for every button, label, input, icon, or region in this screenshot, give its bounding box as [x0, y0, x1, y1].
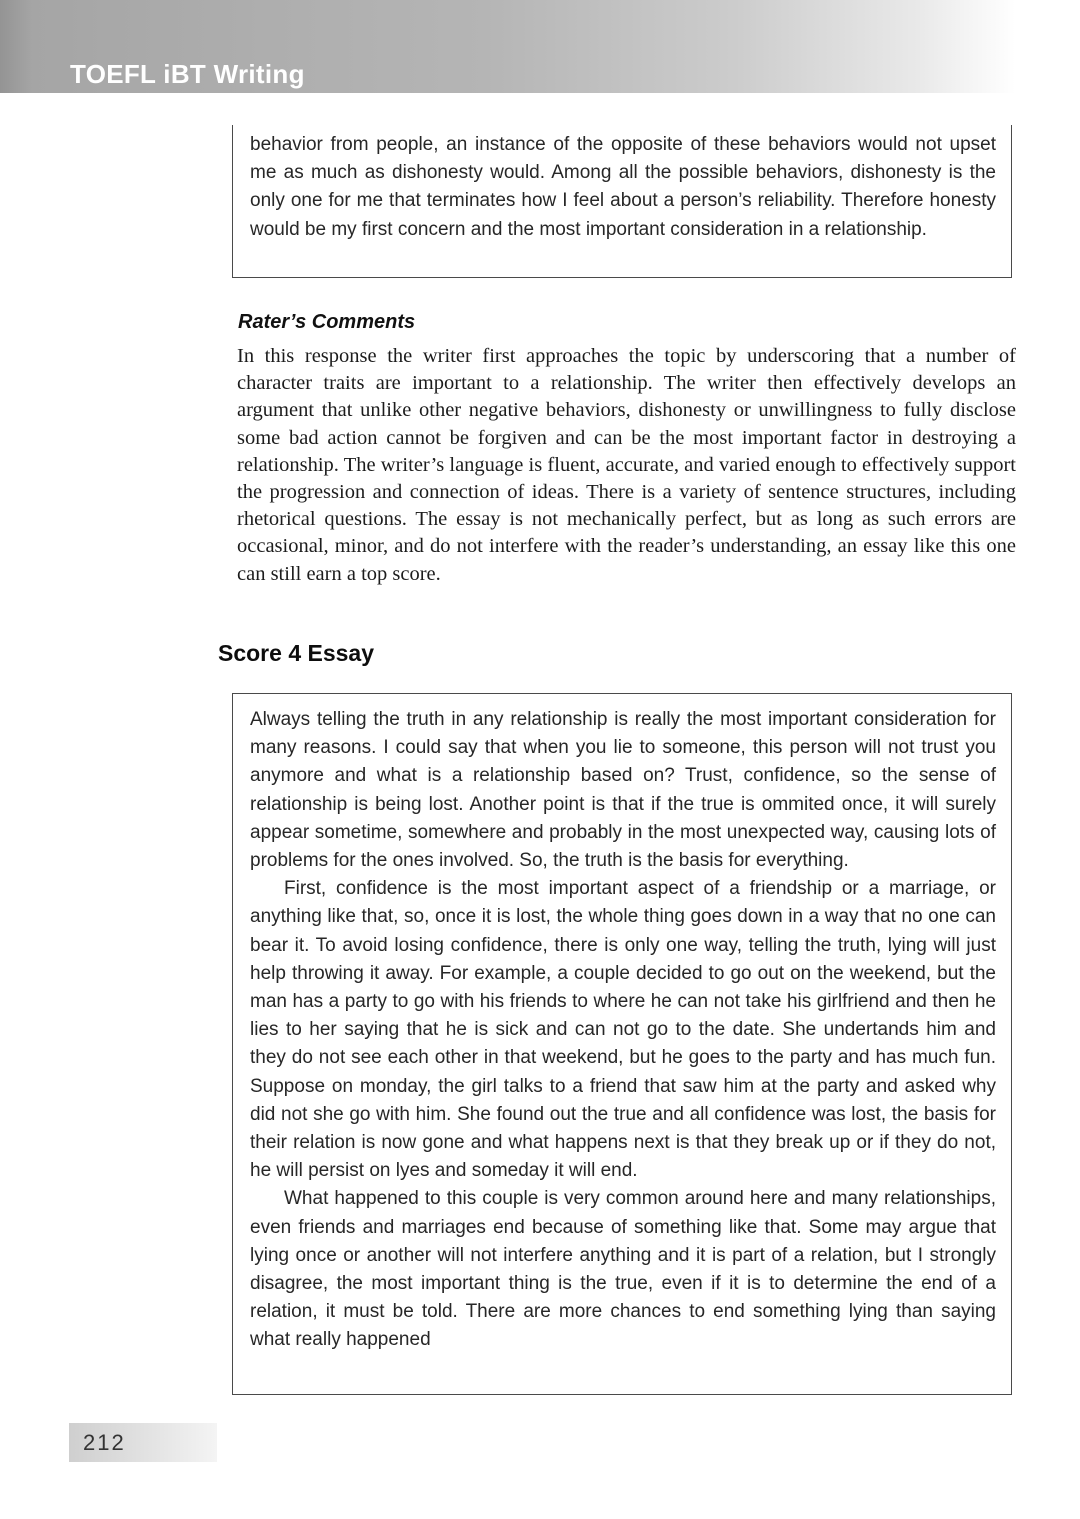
- score4-essay-heading: Score 4 Essay: [218, 640, 375, 666]
- raters-comments-heading: Rater’s Comments: [238, 311, 416, 333]
- score4-essay-paragraph-2: First, confidence is the most important aspect of a friendship or a marriage, or anything like that, so, once it is lost, the whole thing goes down in a way that no one can bear it. To avoid losing confidence, there is only one way, telling the truth, lying will just help throwing it away. For example, a couple decided to go out on the weekend, but the man has a party to go with his friends to where he can not take his girlfriend and then he lies to her saying that he is sick and can not go to the date. She undertands him and they do not see each other in that weekend, but he goes to the party and has much fun. Suppose on monday, the girl talks to a friend that saw him at the party and asked why did not she go with him. She found out the true and all confidence was lost, the basis for their relation is now gone and what happens next is that they break up or if they do not, he will persist on lyes and someday it will end.: [250, 878, 996, 1182]
- raters-comments-body: In this response the writer first approaches the topic by underscoring that a number of character traits are important to a relationship. The writer then effectively develops an argument that unlike other negative behaviors, dishonesty or unwillingness to fully disclose some bad action cannot be forgiven and can be the most important factor in destroying a relationship. The writer’s language is fluent, accurate, and varied enough to effectively support the progression and connection of ideas. There is a variety of sentence structures, including rhetorical questions. The essay is not mechanically perfect, but as long as such errors are occasional, minor, and do not interfere with the reader’s understanding, an essay like this one can still earn a top score.: [237, 345, 1016, 585]
- score4-essay-paragraph-1: Always telling the truth in any relationship is really the most important consideration for many reasons. I could say that when you lie to someone, this person will not trust you anymore and what is a relationship based on? Trust, confidence, so the sense of relationship is being lost. Another point is that if the true is ommited once, it will surely appear sometime, somewhere and probably in the most unexpected way, causing lots of problems for the ones involved. So, the truth is the basis for everything.: [250, 709, 996, 872]
- page-number: 212: [83, 1429, 126, 1455]
- score5-essay-box: [232, 125, 1012, 278]
- page-number-bar: [69, 1423, 217, 1462]
- score5-essay-excerpt-text: behavior from people, an instance of the opposite of these behaviors would not upset me as much as dishonesty would. Among all the possible behaviors, dishonesty is the only one for me that terminates how I feel about a person’s reliability. Therefore honesty would be my first concern and the most important consideration in a relationship.: [250, 134, 996, 240]
- score4-essay-paragraph-3: What happened to this couple is very common around here and many relationships, even friends and marriages end because of something like that. Some may argue that lying once or another will not interfere anything and it is part of a relation, but I strongly disagree, the most important thing is the true, even if it is to determine the end of a relation, it must be told. There are more chances to end something lying than saying what really happened: [250, 1188, 996, 1351]
- raters-comments-section: [237, 311, 1016, 588]
- chapter-title: TOEFL iBT Writing: [70, 59, 305, 89]
- score4-essay-box: [232, 693, 1012, 1395]
- chapter-header-banner: [0, 0, 1080, 93]
